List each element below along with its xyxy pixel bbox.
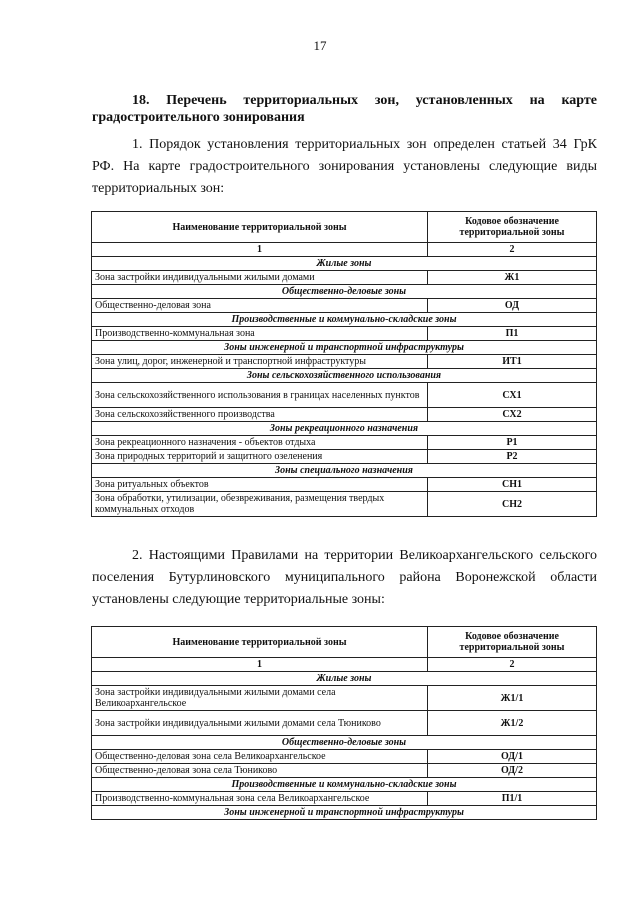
table-row [92,327,597,341]
group-label: Общественно-деловые зоны [92,736,597,750]
group-row [92,341,597,355]
group-row [92,285,597,299]
zone-code: СН2 [428,492,597,517]
group-label: Зоны рекреационного назначения [92,422,597,436]
group-label: Зоны сельскохозяйственного использования [92,369,597,383]
column-number-1: 1 [92,243,428,257]
zone-code: П1 [428,327,597,341]
table-row [92,478,597,492]
table-row [92,355,597,369]
section-heading: 18. Перечень территориальных зон, установленных на карте градостроительного зонирования [92,93,597,125]
zone-name: Зона ритуальных объектов [92,478,428,492]
column-number-2: 2 [428,658,597,672]
table-row [92,383,597,408]
zone-name: Зона застройки индивидуальными жилыми домами села Великоархангельское [92,686,428,711]
zone-code: ОД [428,299,597,313]
zone-name: Зона улиц, дорог, инженерной и транспортной инфраструктуры [92,355,428,369]
group-row [92,778,597,792]
zone-code: Р2 [428,450,597,464]
header-name-cell: Наименование территориальной зоны [92,627,428,658]
group-label: Производственные и коммунально-складские зоны [92,313,597,327]
group-row [92,464,597,478]
table-row [92,450,597,464]
zone-name: Производственно-коммунальная зона села Великоархангельское [92,792,428,806]
table-header-row [92,627,597,658]
table-row [92,408,597,422]
table-row [92,492,597,517]
zone-name: Зона застройки индивидуальными жилыми домами [92,271,428,285]
zones-table-settlement [91,626,597,820]
zone-code: Ж1/1 [428,686,597,711]
group-label: Зоны инженерной и транспортной инфраструктуры [92,341,597,355]
zone-code: ОД/1 [428,750,597,764]
zone-name: Зона природных территорий и защитного озеленения [92,450,428,464]
zone-code: ОД/2 [428,764,597,778]
zone-name: Зона обработки, утилизации, обезвреживания, размещения твердых коммунальных отходов [92,492,428,517]
zone-name: Производственно-коммунальная зона [92,327,428,341]
group-row [92,736,597,750]
zone-code: СХ1 [428,383,597,408]
zone-code: П1/1 [428,792,597,806]
zone-name: Зона сельскохозяйственного производства [92,408,428,422]
group-label: Общественно-деловые зоны [92,285,597,299]
group-row [92,369,597,383]
table-row [92,686,597,711]
zone-code: Ж1/2 [428,711,597,736]
column-number-row [92,243,597,257]
zone-code: ИТ1 [428,355,597,369]
paragraph-2: 2. Настоящими Правилами на территории Великоархангельского сельского поселения Бутурлиновского муниципального района Воронежской области установлены следующие территориальные зоны: [92,548,597,607]
zone-name: Зона застройки индивидуальными жилыми домами села Тюниково [92,711,428,736]
zones-table-general [91,211,597,517]
page-number: 17 [313,38,327,53]
header-name-cell: Наименование территориальной зоны [92,212,428,243]
group-row [92,257,597,271]
table-row [92,436,597,450]
zone-name: Зона рекреационного назначения - объектов отдыха [92,436,428,450]
table-row [92,271,597,285]
table-row [92,299,597,313]
zone-name: Общественно-деловая зона села Великоархангельское [92,750,428,764]
paragraph-1: 1. Порядок установления территориальных зон определен статьей 34 ГрК РФ. На карте градостроительного зонирования установлены следующие виды территориальных зон: [92,137,597,196]
group-row [92,672,597,686]
zone-name: Общественно-деловая зона [92,299,428,313]
group-label: Жилые зоны [92,672,597,686]
zone-code: Ж1 [428,271,597,285]
group-label: Производственные и коммунально-складские зоны [92,778,597,792]
table-row [92,764,597,778]
header-code-cell: Кодовое обозначение территориальной зоны [428,212,597,243]
table-header-row [92,212,597,243]
table-row [92,750,597,764]
zone-name: Общественно-деловая зона села Тюниково [92,764,428,778]
group-row [92,313,597,327]
zone-code: Р1 [428,436,597,450]
table-row [92,792,597,806]
zone-name: Зона сельскохозяйственного использования в границах населенных пунктов [92,383,428,408]
group-label: Жилые зоны [92,257,597,271]
group-row [92,806,597,820]
table-row [92,711,597,736]
column-number-1: 1 [92,658,428,672]
zone-code: СХ2 [428,408,597,422]
header-code-cell: Кодовое обозначение территориальной зоны [428,627,597,658]
column-number-2: 2 [428,243,597,257]
group-label: Зоны специального назначения [92,464,597,478]
group-row [92,422,597,436]
group-label: Зоны инженерной и транспортной инфраструктуры [92,806,597,820]
zone-code: СН1 [428,478,597,492]
column-number-row [92,658,597,672]
